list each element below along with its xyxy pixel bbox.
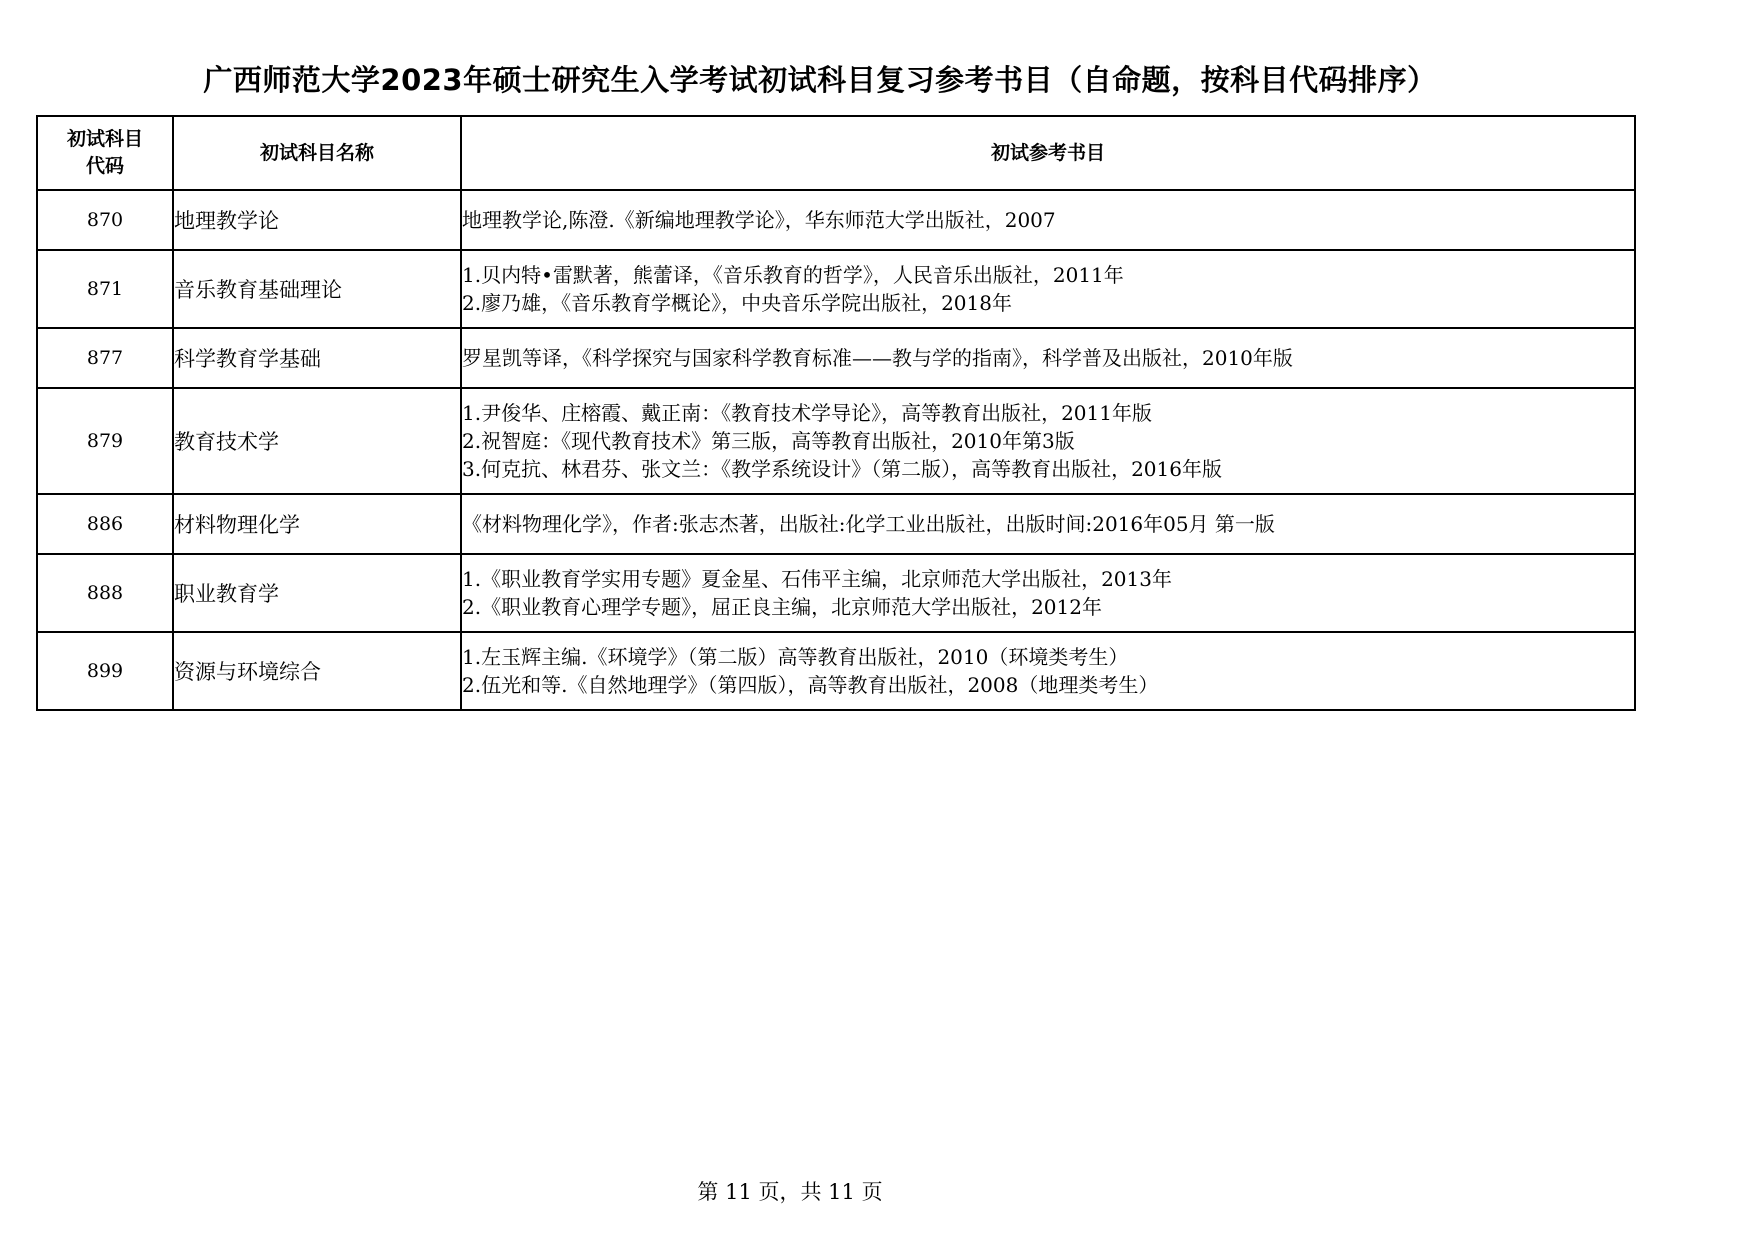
reference-book-entry: 3.何克抗、林君芬、张文兰：《教学系统设计》（第二版），高等教育出版社，2016年版	[462, 457, 1222, 481]
header-subject-code: 初试科目 代码	[37, 116, 173, 190]
subject-code-cell: 886	[37, 494, 173, 554]
subject-code-cell: 899	[37, 632, 173, 710]
reference-book-entry: 地理教学论,陈澄.《新编地理教学论》，华东师范大学出版社，2007	[462, 208, 1056, 232]
table-header-row	[37, 116, 1635, 190]
reference-book-entry: 2.廖乃雄，《音乐教育学概论》，中央音乐学院出版社，2018年	[462, 291, 1012, 315]
reference-books-cell	[461, 494, 1635, 554]
reference-book-entry: 罗星凯等译，《科学探究与国家科学教育标准——教与学的指南》，科学普及出版社，2010年版	[462, 346, 1293, 370]
subject-code-cell: 879	[37, 388, 173, 494]
document-title: 广西师范大学2023年硕士研究生入学考试初试科目复习参考书目（自命题，按科目代码排序）	[203, 63, 1437, 97]
reference-book-entry: 1.贝内特•雷默著，熊蕾译，《音乐教育的哲学》，人民音乐出版社，2011年	[462, 263, 1124, 287]
subject-name-cell: 材料物理化学	[173, 494, 461, 554]
reference-books-cell	[461, 250, 1635, 328]
reference-book-entry: 1.《职业教育学实用专题》夏金星、石伟平主编，北京师范大学出版社，2013年	[462, 567, 1172, 591]
subject-code-cell: 877	[37, 328, 173, 388]
table-row	[37, 190, 1635, 250]
reference-books-cell	[461, 388, 1635, 494]
table-row	[37, 328, 1635, 388]
reference-books-cell	[461, 632, 1635, 710]
reference-books-cell	[461, 190, 1635, 250]
table-row	[37, 632, 1635, 710]
header-reference-books: 初试参考书目	[461, 116, 1635, 190]
reference-book-entry: 1.左玉辉主编.《环境学》（第二版）高等教育出版社，2010（环境类考生）	[462, 645, 1129, 669]
page-number: 第 11 页，共 11 页	[697, 1180, 883, 1204]
reference-book-entry: 1.尹俊华、庄榕霞、戴正南：《教育技术学导论》，高等教育出版社，2011年版	[462, 401, 1152, 425]
subject-code-cell: 888	[37, 554, 173, 632]
table-row	[37, 554, 1635, 632]
subject-name-cell: 音乐教育基础理论	[173, 250, 461, 328]
table-row	[37, 494, 1635, 554]
reference-books-cell	[461, 328, 1635, 388]
subject-code-cell: 870	[37, 190, 173, 250]
reference-book-entry: 2.伍光和等.《自然地理学》（第四版），高等教育出版社，2008（地理类考生）	[462, 673, 1159, 697]
subject-name-cell: 科学教育学基础	[173, 328, 461, 388]
reference-book-entry: 2.祝智庭：《现代教育技术》第三版，高等教育出版社，2010年第3版	[462, 429, 1075, 453]
header-subject-name: 初试科目名称	[173, 116, 461, 190]
subject-code-cell: 871	[37, 250, 173, 328]
reference-book-table	[36, 115, 1636, 711]
subject-name-cell: 地理教学论	[173, 190, 461, 250]
subject-name-cell: 教育技术学	[173, 388, 461, 494]
reference-books-cell	[461, 554, 1635, 632]
subject-name-cell: 职业教育学	[173, 554, 461, 632]
table-row	[37, 250, 1635, 328]
table-row	[37, 388, 1635, 494]
table-body	[37, 190, 1635, 710]
subject-name-cell: 资源与环境综合	[173, 632, 461, 710]
reference-book-entry: 2.《职业教育心理学专题》，屈正良主编，北京师范大学出版社，2012年	[462, 595, 1102, 619]
reference-book-entry: 《材料物理化学》，作者:张志杰著，出版社:化学工业出版社，出版时间:2016年05月 第一版	[462, 512, 1275, 536]
